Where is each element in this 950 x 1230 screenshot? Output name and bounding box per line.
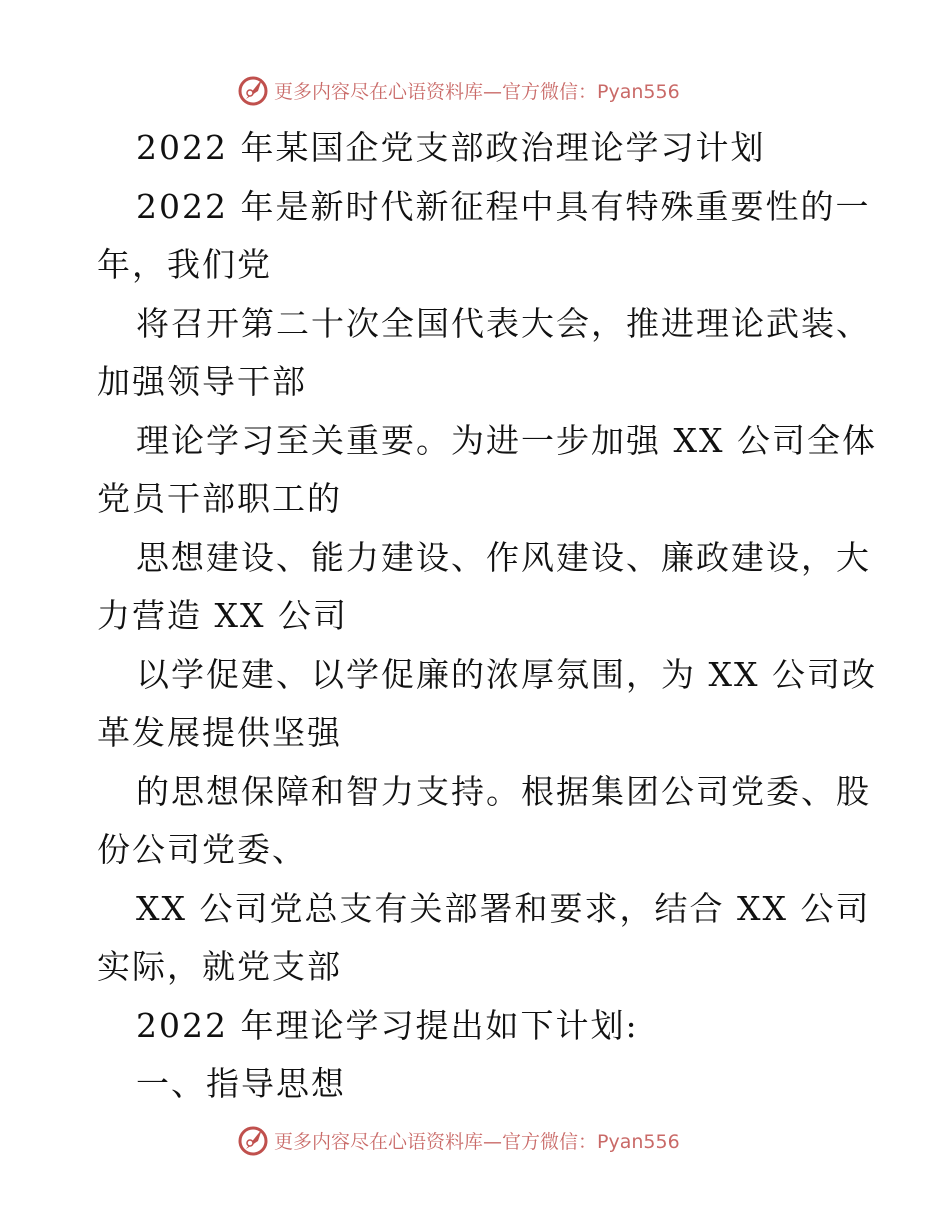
footer-banner bbox=[236, 1122, 756, 1158]
paragraph-line: 力营造 XX 公司 bbox=[97, 596, 348, 635]
paragraph-line: 加强领导干部 bbox=[97, 362, 307, 401]
paragraph-line: 份公司党委、 bbox=[97, 830, 307, 869]
paragraph-line: 革发展提供坚强 bbox=[97, 713, 342, 752]
paragraph-line: 2022 年是新时代新征程中具有特殊重要性的一 bbox=[136, 187, 871, 226]
document-title: 2022 年某国企党支部政治理论学习计划 bbox=[136, 128, 766, 167]
paragraph-line: 以学促建、以学促廉的浓厚氛围，为 XX 公司改 bbox=[136, 655, 877, 694]
banner-text: 更多内容尽在心语资料库—官方微信：Pyan556 bbox=[274, 80, 680, 103]
section-heading: 一、指导思想 bbox=[136, 1064, 346, 1103]
paragraph-line: XX 公司党总支有关部署和要求，结合 XX 公司 bbox=[136, 889, 871, 928]
quill-seal-icon bbox=[236, 1123, 270, 1157]
paragraph-line: 思想建设、能力建设、作风建设、廉政建设，大 bbox=[136, 538, 871, 577]
paragraph-line: 的思想保障和智力支持。根据集团公司党委、股 bbox=[136, 772, 871, 811]
paragraph-line: 理论学习至关重要。为进一步加强 XX 公司全体 bbox=[136, 421, 877, 460]
paragraph-line: 2022 年理论学习提出如下计划: bbox=[136, 1006, 639, 1045]
paragraph-line: 党员干部职工的 bbox=[97, 479, 342, 518]
quill-seal-icon bbox=[236, 73, 270, 107]
paragraph-line: 将召开第二十次全国代表大会，推进理论武装、 bbox=[136, 304, 871, 343]
paragraph-line: 年，我们党 bbox=[97, 245, 272, 284]
paragraph-line: 实际，就党支部 bbox=[97, 947, 342, 986]
header-banner bbox=[236, 72, 756, 108]
banner-text: 更多内容尽在心语资料库—官方微信：Pyan556 bbox=[274, 1130, 680, 1153]
